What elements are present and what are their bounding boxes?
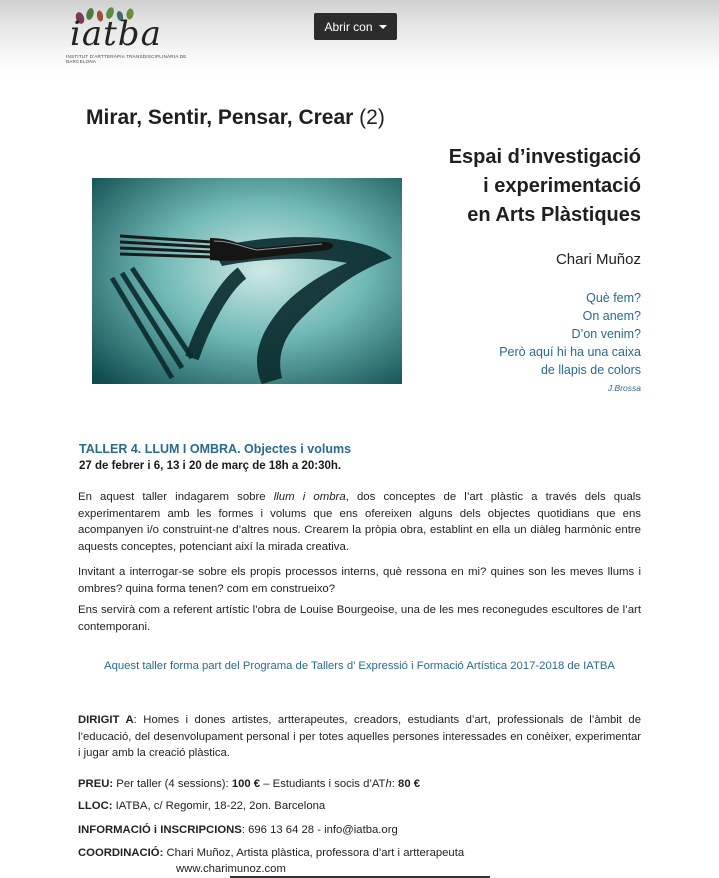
location-info (78, 798, 325, 815)
location-text: IATBA, c/ Regomir, 18-22, 2on. Barcelona (112, 800, 326, 812)
price-info (78, 776, 420, 793)
audience-label: DIRIGIT A (78, 714, 134, 726)
chevron-down-icon (379, 25, 387, 29)
logo-wordmark: iatba (70, 14, 162, 54)
page-title (86, 106, 385, 130)
page-title-text: Mirar, Sentir, Pensar, Crear (86, 106, 354, 129)
logo-subtitle: INSTITUT D'ARTTERÀPIA TRANSDISCIPLINÀRIA DE BARCELONA (66, 54, 187, 65)
poem-quote (499, 289, 641, 397)
subtitle-block (449, 143, 641, 230)
paragraph-questions: Invitant a interrogar-se sobre els propis processos interns, què ressona en mi? quines son les meves llums i ombres? quina forma tenen? com em construeixo? (78, 566, 641, 595)
location-label: LLOC: (78, 800, 113, 812)
paragraph-text: En aquest taller indagarem sobre (78, 491, 274, 503)
poem-line: de llapis de colors (540, 363, 641, 377)
price-text: Per taller (4 sessions): (113, 778, 232, 790)
author-name: Chari Muñoz (555, 251, 641, 268)
subtitle-line: Espai d’investigació (448, 146, 641, 168)
poem-credit: J.Brossa (607, 383, 641, 393)
audience-text: : Homes i dones artistes, artterapeutes, creadors, estudiants d’art, professionals de l’àmbit de l’educació, del desenvolupament personal i per totes aquelles persones interessades en conèixer, experimentar i jugar amb la creació plàstica. (78, 714, 641, 759)
fork-photo-image (92, 178, 402, 384)
contact-info (78, 822, 398, 839)
paragraph-text: , dos conceptes de l’art plàstic a través dels quals experimentarem amb les formes i volums que ens ofereixen alguns dels objectes quotidians que ens acompanyen i/o construint-ne d’altres nous. Crearem la pròpia obra, establint en ella un diàleg harmònic entre aquests conceptes, potenciant així la mirada creativa. (78, 491, 642, 553)
price-label: PREU: (78, 778, 114, 790)
price-value-reduced: 80 € (398, 778, 421, 790)
subtitle-line: i experimentació (483, 175, 641, 197)
coordination-info (78, 845, 464, 862)
paragraph-reference: Ens servirà com a referent artístic l’obra de Louise Bourgeoise, una de les mes reconegudes escultores de l’art contemporani. (78, 604, 641, 633)
coordination-label: COORDINACIÓ: (78, 847, 164, 859)
page-title-number: (2) (359, 106, 385, 129)
poem-line: Què fem? (586, 291, 641, 305)
workshop-title: TALLER 4. LLUM I OMBRA. Objectes i volums (79, 442, 352, 456)
top-toolbar (0, 0, 719, 75)
coordination-text: Chari Muñoz, Artista plàstica, professora d’art i artterapeuta (163, 847, 465, 859)
poem-line: On anem? (582, 309, 641, 323)
price-value: 100 € (231, 778, 261, 790)
audience-info (78, 712, 641, 762)
fork-shadow-photo (92, 178, 402, 384)
program-note: Aquest taller forma part del Programa de Tallers d’ Expressió i Formació Artística 2017-2018 de IATBA (104, 660, 615, 672)
price-text-italic: h (385, 778, 392, 790)
contact-text: : 696 13 64 28 - info@iatba.org (241, 824, 398, 836)
open-with-button[interactable] (314, 13, 397, 40)
iatba-logo (66, 4, 196, 74)
emphasis-text: llum i ombra (273, 491, 346, 503)
poem-line: Però aquí hi ha una caixa (499, 345, 641, 359)
open-with-label: Abrir con (324, 19, 373, 34)
paragraph-intro (78, 489, 641, 555)
workshop-dates: 27 de febrer i 6, 13 i 20 de març de 18h a 20:30h. (79, 460, 342, 472)
price-text: : (391, 778, 399, 790)
website-link[interactable]: www.charimunoz.com (176, 863, 286, 875)
subtitle-line: en Arts Plàstiques (467, 204, 641, 226)
contact-label: INFORMACIÓ i INSCRIPCIONS (78, 824, 242, 836)
price-text: – Estudiants i socis d’AT (260, 778, 386, 790)
poem-line: D’on venim? (571, 327, 641, 341)
